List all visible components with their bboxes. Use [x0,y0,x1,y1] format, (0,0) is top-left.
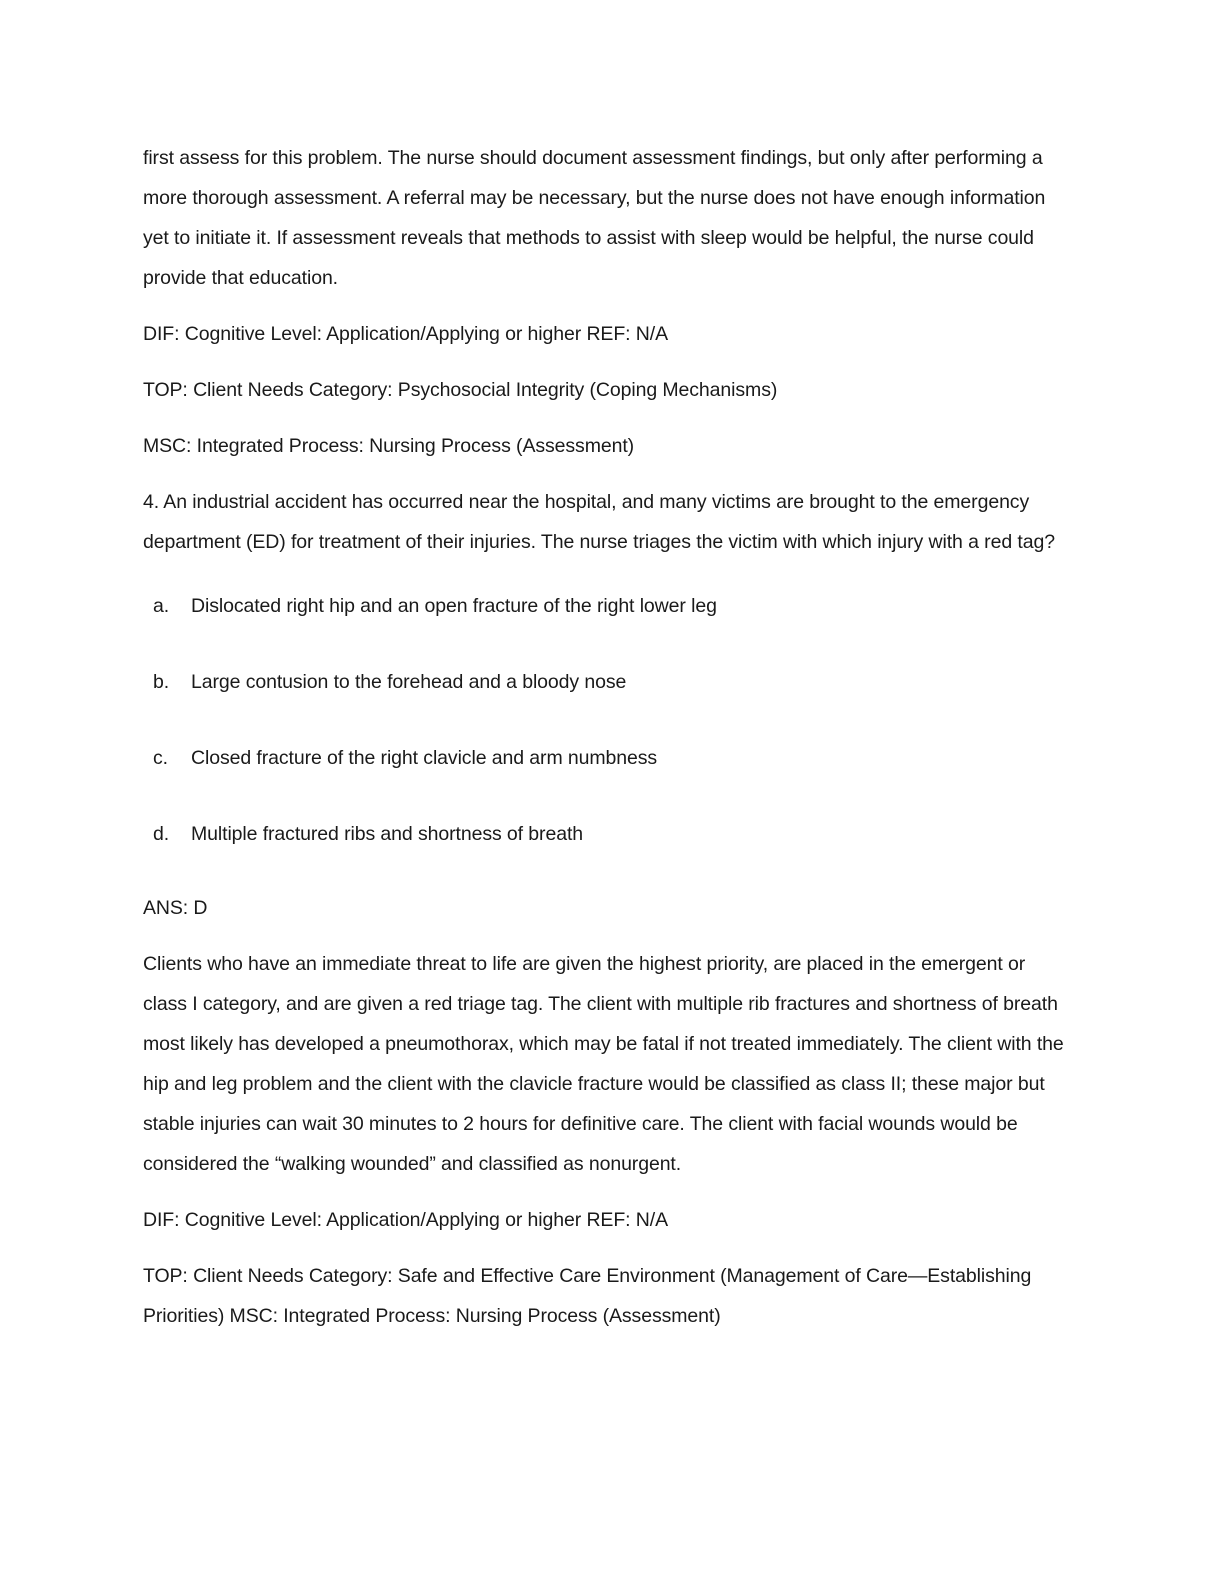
rationale-continued: first assess for this problem. The nurse should document assessment findings, but only after performing a more thorough assessment. A referral may be necessary, but the nurse does not have enough information yet to initiate it. If assessment reveals that methods to assist with sleep would be helpful, the nurse could provide that education. [143,147,1046,289]
option-text: Dislocated right hip and an open fracture of the right lower leg [191,595,717,617]
option-text: Large contusion to the forehead and a bloody nose [191,671,627,693]
question-4-stem: 4. An industrial accident has occurred near the hospital, and many victims are brought to the emergency department (ED) for treatment of their injuries. The nurse triages the victim with which injury with a red tag? [143,491,1055,553]
q4-dif-line: DIF: Cognitive Level: Application/Applying or higher REF: N/A [143,1209,668,1231]
question-4-rationale: Clients who have an immediate threat to life are given the highest priority, are placed in the emergent or class I category, and are given a red triage tag. The client with multiple rib fractures and shortness of breath most likely has developed a pneumothorax, which may be fatal if not treated immediately. The client with the hip and leg problem and the client with the clavicle fracture would be classified as class II; these major but stable injuries can wait 30 minutes to 2 hours for definitive care. The client with facial wounds would be considered the “walking wounded” and classified as nonurgent. [143,953,1064,1175]
q3-dif-line: DIF: Cognitive Level: Application/Applying or higher REF: N/A [143,323,668,345]
document-page [143,138,1073,1336]
q3-top-line: TOP: Client Needs Category: Psychosocial Integrity (Coping Mechanisms) [143,379,778,401]
answer-key: ANS: D [143,897,208,919]
answer-options [143,586,1073,854]
option-d [143,814,1073,854]
option-letter: c. [153,747,168,769]
q4-top-msc-line: TOP: Client Needs Category: Safe and Effective Care Environment (Management of Care—Establishing Priorities) MSC: Integrated Process: Nursing Process (Assessment) [143,1265,1032,1327]
option-text: Closed fracture of the right clavicle and arm numbness [191,747,658,769]
option-letter: a. [153,595,170,617]
option-c [143,738,1073,778]
option-letter: d. [153,823,170,845]
option-text: Multiple fractured ribs and shortness of breath [191,823,584,845]
option-letter: b. [153,671,170,693]
option-a [143,586,1073,626]
option-b [143,662,1073,702]
q3-msc-line: MSC: Integrated Process: Nursing Process (Assessment) [143,435,635,457]
